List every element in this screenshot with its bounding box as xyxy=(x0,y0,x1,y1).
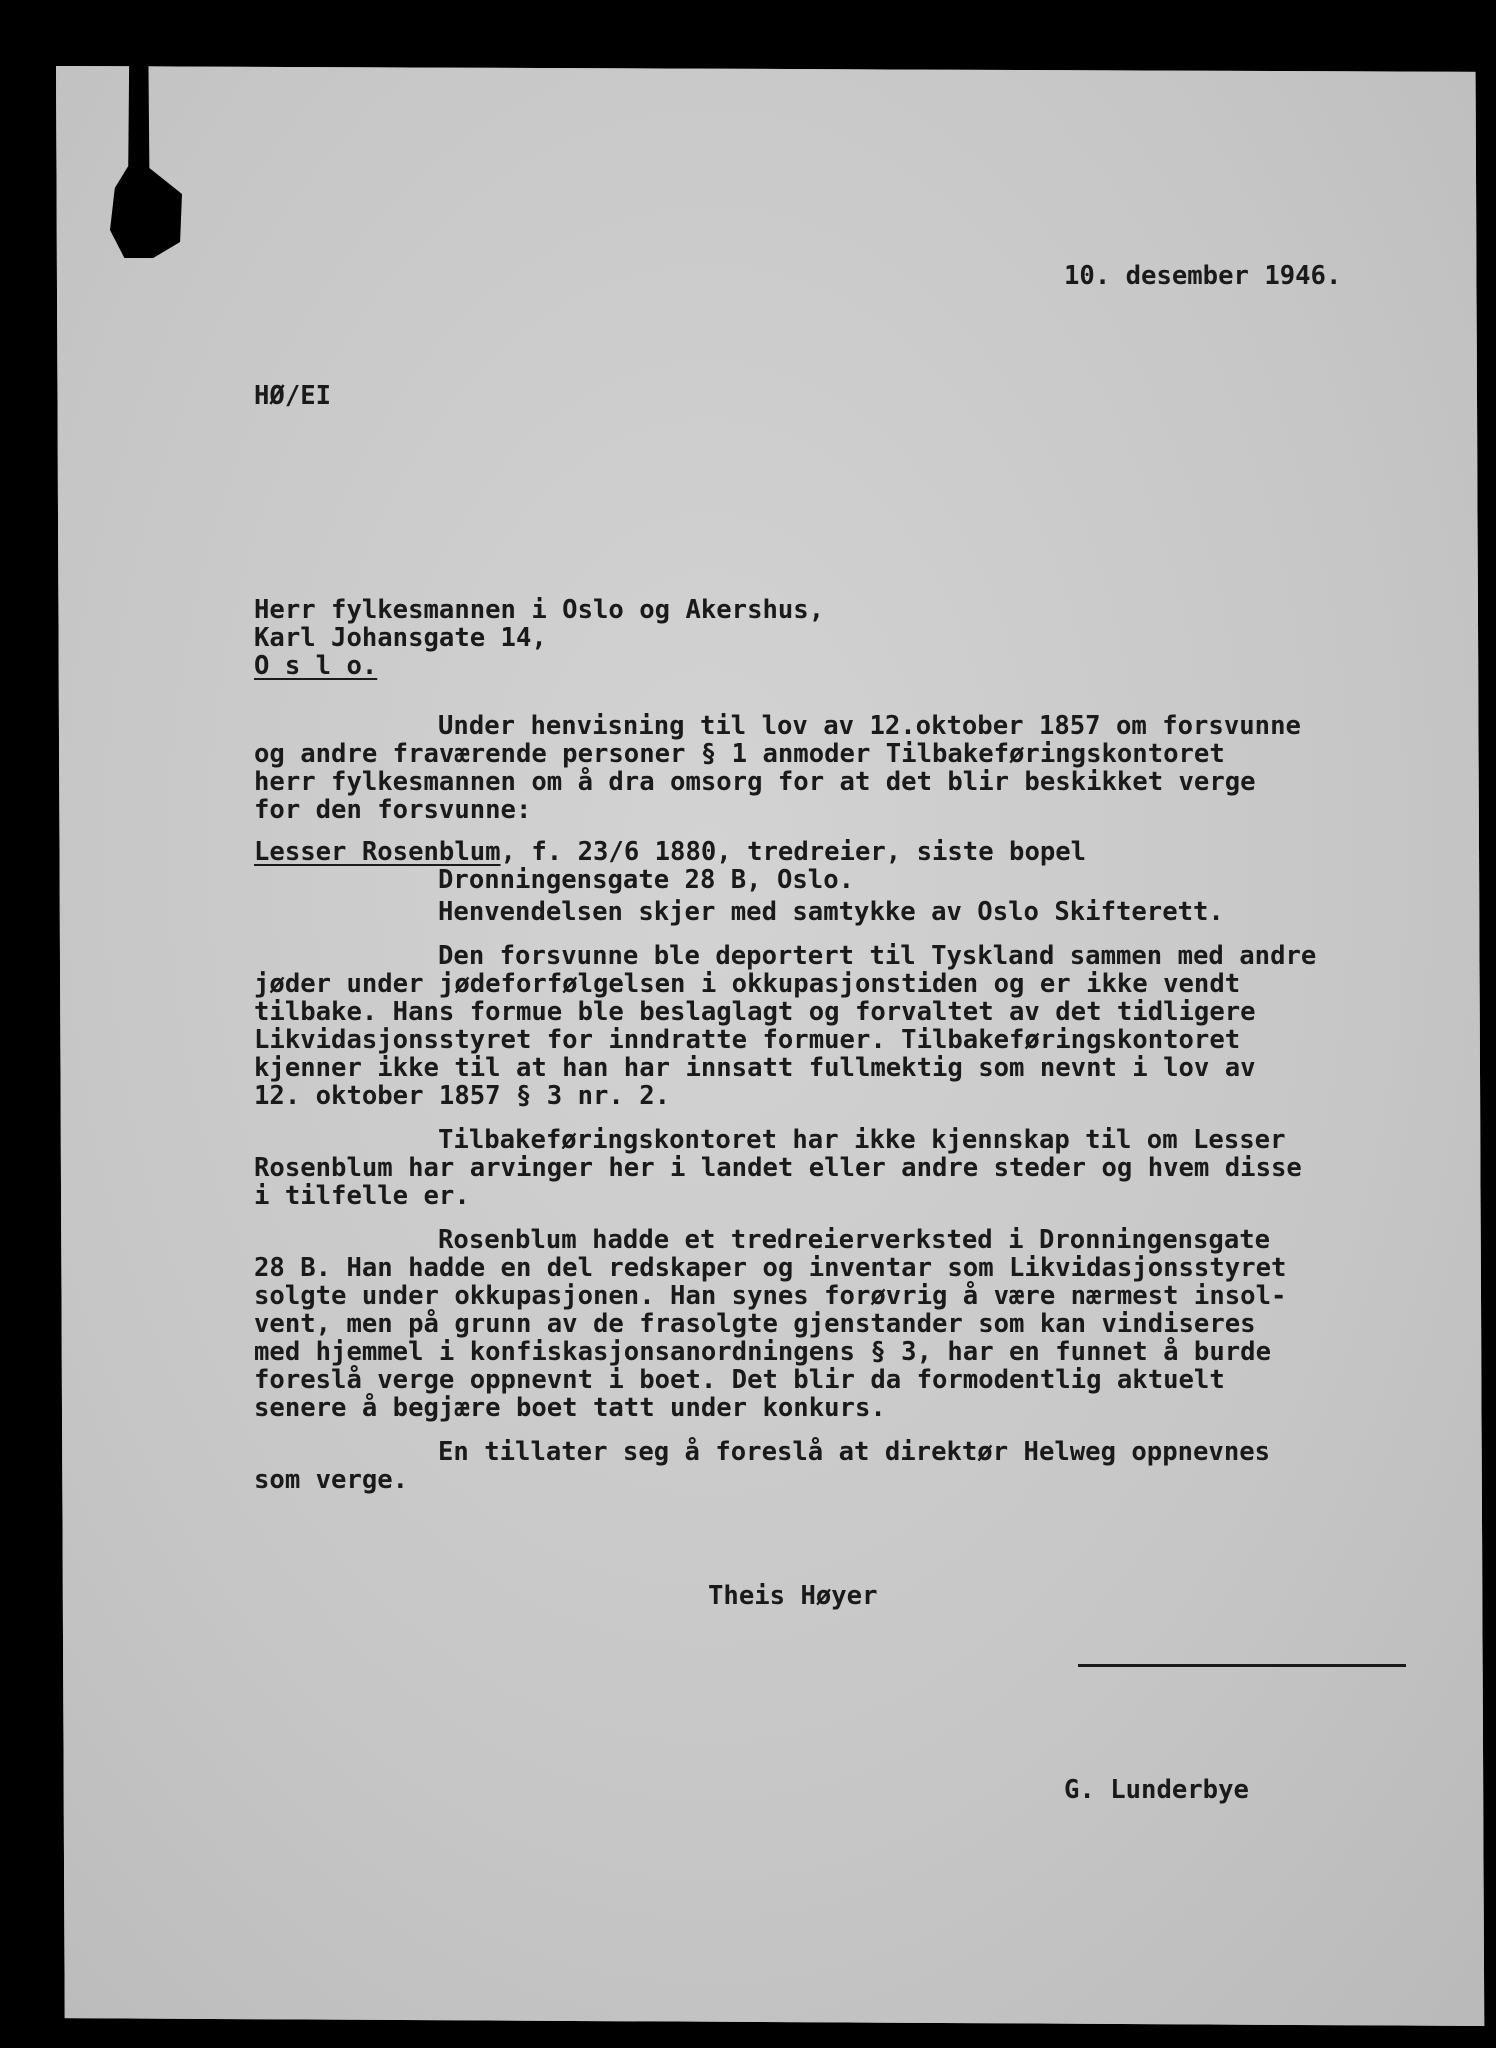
workshop-line-5: med hjemmel i konfiskasjonsanordningens § 3, har en funnet å burde xyxy=(254,1337,1271,1367)
intro-line-1: Under henvisning til lov av 12.oktober 1857 om forsvunne xyxy=(438,711,1301,741)
reference-code: HØ/EI xyxy=(254,381,332,411)
workshop-line-2: 28 B. Han hadde en del redskaper og inventar som Likvidasjonsstyret xyxy=(254,1253,1287,1283)
deported-line-6: 12. oktober 1857 § 3 nr. 2. xyxy=(254,1081,671,1111)
deported-line-2: jøder under jødeforfølgelsen i okkupasjonstiden og er ikke vendt xyxy=(254,969,1241,999)
deported-line-3: tilbake. Hans formue ble beslaglagt og forvaltet av det tidligere xyxy=(254,997,1256,1027)
workshop-line-4: vent, men på grunn av de frasolgte gjenstander som kan vindiseres xyxy=(254,1309,1256,1339)
propose-line-1: En tillater seg å foreslå at direktør Helweg oppnevnes xyxy=(438,1437,1271,1467)
intro-line-4: for den forsvunne: xyxy=(254,795,532,825)
workshop-line-6: foreslå verge oppnevnt i boet. Det blir da formodentlig aktuelt xyxy=(254,1365,1225,1395)
signer-name-1: Theis Høyer xyxy=(708,1581,878,1611)
deported-line-4: Likvidasjonsstyret for inndratte formuer. Tilbakeføringskontoret xyxy=(254,1025,1241,1055)
recipient-line-2: Karl Johansgate 14, xyxy=(254,623,547,653)
recipient-city: O s l o. xyxy=(254,651,378,681)
person-address: Dronningensgate 28 B, Oslo. xyxy=(438,865,855,895)
consent-paragraph: Henvendelsen skjer med samtykke av Oslo Skifterett. xyxy=(438,897,1224,927)
heirs-line-2: Rosenblum har arvinger her i landet eller andre steder og hvem disse xyxy=(254,1153,1302,1183)
signature-line xyxy=(1078,1664,1406,1667)
workshop-line-3: solgte under okkupasjonen. Han synes forøvrig å være nærmest insol- xyxy=(254,1281,1287,1311)
intro-line-2: og andre fraværende personer § 1 anmoder Tilbakeføringskontoret xyxy=(254,739,1225,769)
letter-date: 10. desember 1946. xyxy=(1064,261,1342,291)
signer-name-2: G. Lunderbye xyxy=(1064,1775,1249,1805)
recipient-line-1: Herr fylkesmannen i Oslo og Akershus, xyxy=(254,595,825,625)
heirs-line-1: Tilbakeføringskontoret har ikke kjennskap til om Lesser xyxy=(438,1125,1286,1155)
propose-line-2: som verge. xyxy=(254,1465,409,1495)
deported-line-1: Den forsvunne ble deportert til Tyskland sammen med andre xyxy=(438,941,1317,971)
deported-line-5: kjenner ikke til at han har innsatt fullmektig som nevnt i lov av xyxy=(254,1053,1256,1083)
workshop-line-1: Rosenblum hadde et tredreierverksted i Dronningensgate xyxy=(438,1225,1271,1255)
person-line-1 xyxy=(254,837,1087,867)
workshop-line-7: senere å begjære boet tatt under konkurs. xyxy=(254,1393,886,1423)
intro-line-3: herr fylkesmannen om å dra omsorg for at det blir beskikket verge xyxy=(254,767,1256,797)
person-name: Lesser Rosenblum xyxy=(254,837,501,867)
heirs-line-3: i tilfelle er. xyxy=(254,1181,470,1211)
person-details: , f. 23/6 1880, tredreier, siste bopel xyxy=(500,837,1087,867)
